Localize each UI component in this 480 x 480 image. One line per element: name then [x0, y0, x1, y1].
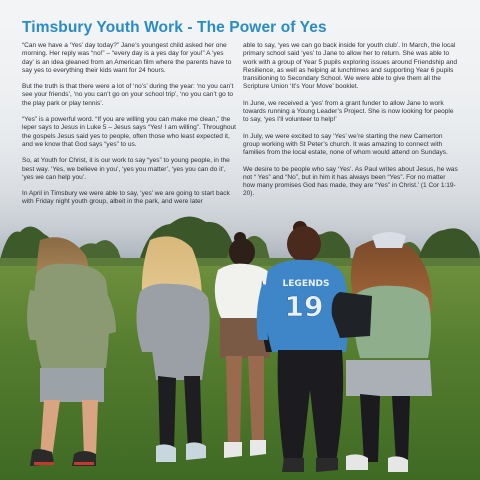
paragraph: In June, we received a ‘yes’ from a grant funder to allow Jane to work towards running a Young Leader’s Project. She is now looking for people to say, ‘yes I’ll volunteer to help!’ — [243, 99, 454, 124]
hoodie-number: 19 — [284, 290, 324, 323]
paragraph: In April in Timsbury we were able to say, ‘yes’ we are going to start back with Friday night youth group, albeit in the park, and were later — [22, 190, 230, 206]
article-title: Timsbury Youth Work - The Power of Yes — [22, 19, 327, 36]
park-photo — [0, 200, 480, 480]
paragraph: So, at Youth for Christ, it is our work to say “yes” to young people, in the best way. ‘Yes, we believe in you’, ‘yes you matter’, ‘yes you can do it’, ‘yes we can help you’. — [22, 157, 230, 181]
paragraph: We desire to be people who say ‘Yes’. As Paul writes about Jesus, he was not “ Yes” and “No”, but in him it has always been “Yes”. For no matter how many promises God has made, they are “Yes” in Christ.’ (1 Cor 1:19-20). — [243, 165, 458, 198]
left-column — [22, 42, 237, 215]
paragraph: “Can we have a ‘Yes’ day today?” Jane’s youngest child asked her one morning. Her reply was “no!” – “every day is a yes day for you!” A ‘yes day’ is an idea gleaned from an American film where the parents have to say yes to everything their kids want for 24 hours. — [22, 42, 232, 74]
right-column — [243, 42, 458, 207]
paragraph: In July, we were excited to say ‘Yes’ we’re starting the new Camerton group working with St Peter’s church. It was amazing to connect with families from the local estate, none of whom would attend on Sundays. — [243, 132, 448, 157]
paragraph: able to say, ‘yes we can go back inside for youth club’. In March, the local primary school said ‘yes’ to Jane to allow her to return. She was able to work with a group of Year 5 pupils exploring issues around Friendship and Resilience, as well as helping at lunchtimes and supporting Year 6 pupils transitioning to Secondary School. We were able to give them all the Scripture Union ‘It’s Your Move’ booklet. — [243, 42, 457, 91]
hoodie-text: LEGENDS — [282, 279, 330, 289]
paragraph: But the truth is that there were a lot of ‘no’s’ during the year: ‘no you can’t see your friends’, ‘no you can’t go on your school trip’, ‘no you can’t go to the play park or play tennis’. — [22, 83, 234, 107]
paragraph: “Yes” is a powerful word. “If you are willing you can make me clean,” the leper says to Jesus in Luke 5 – Jesus says “Yes! I am willing”. Throughout the gospels Jesus said yes to people, often those who least expected it, and we know that God says “yes” to us. — [22, 116, 236, 148]
